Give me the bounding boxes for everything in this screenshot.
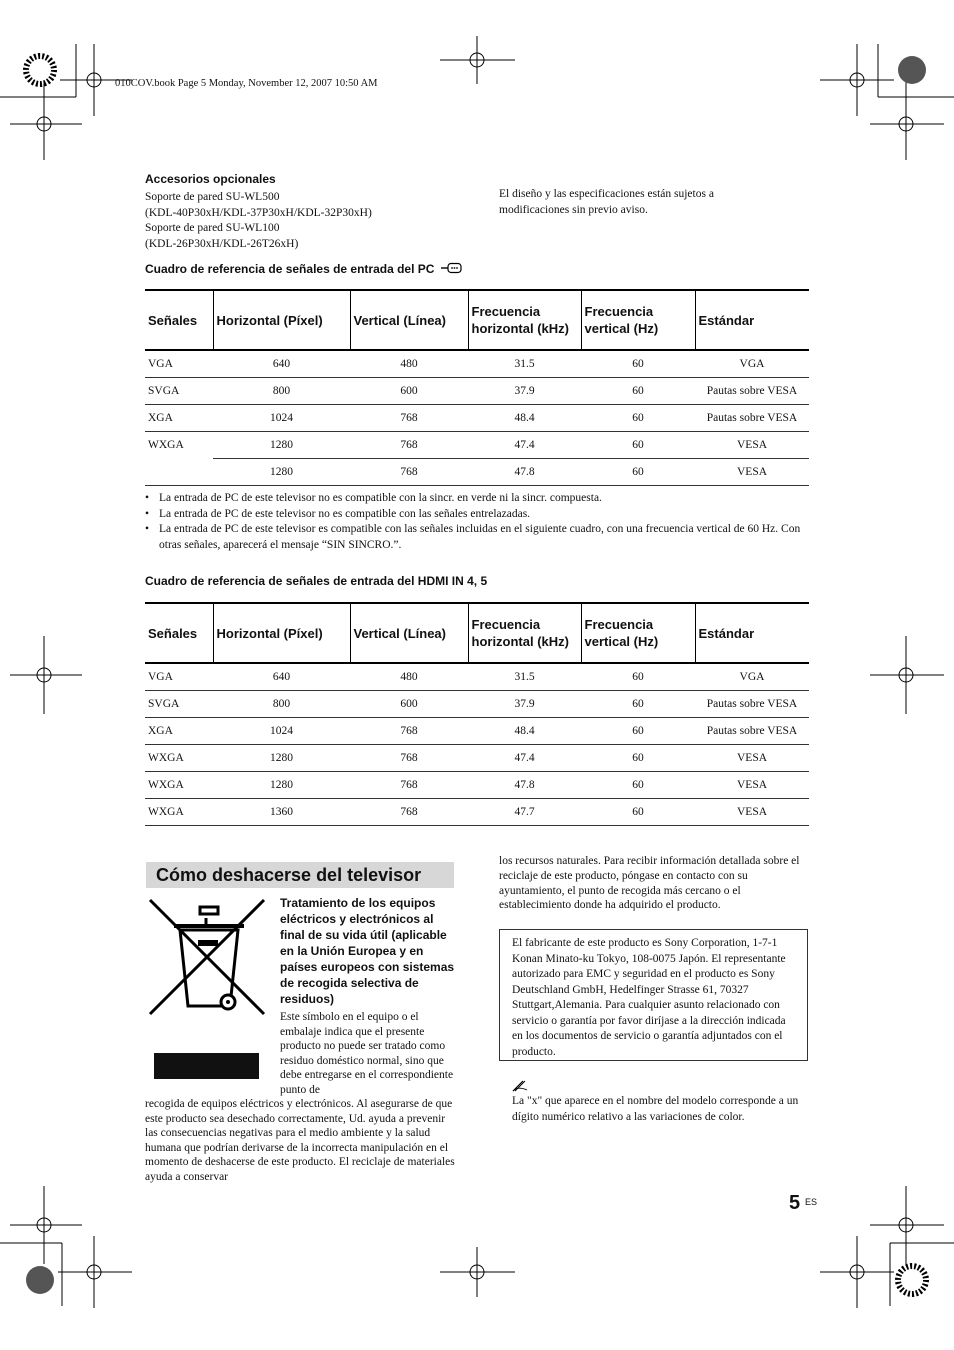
cell: VGA [695, 663, 809, 691]
accessories-list [145, 190, 465, 252]
header-v-freq: Frecuencia vertical (Hz) [581, 290, 695, 350]
header-standard: Estándar [695, 603, 809, 663]
table-row [145, 350, 809, 378]
cell: 60 [581, 663, 695, 691]
weee-bin-icon [146, 896, 270, 1080]
cell: Pautas sobre VESA [695, 378, 809, 405]
notice-line: modificaciones sin previo aviso. [499, 203, 648, 216]
pc-table-title: Cuadro de referencia de señales de entrada del PC [145, 262, 463, 276]
cell: 1024 [213, 718, 350, 745]
cell: 640 [213, 663, 350, 691]
cell: 60 [581, 459, 695, 486]
cell: 48.4 [468, 718, 581, 745]
header-h-freq: Frecuencia horizontal (kHz) [468, 603, 581, 663]
accessory-line: (KDL-26P30xH/KDL-26T26xH) [145, 237, 299, 250]
cell: VGA [695, 350, 809, 378]
page-number: 5 [789, 1192, 801, 1214]
cell: 60 [581, 799, 695, 826]
notice-line: El diseño y las especificaciones están sujetos a [499, 188, 714, 200]
cell: 768 [350, 459, 468, 486]
cell: VGA [145, 350, 213, 378]
cell: VESA [695, 745, 809, 772]
cell: WXGA [145, 799, 213, 826]
cell: 60 [581, 691, 695, 718]
cell: 768 [350, 799, 468, 826]
accessory-line: Soporte de pared SU-WL100 [145, 222, 280, 234]
model-note-text: La "x" que aparece en el nombre del modelo corresponde a un dígito numérico relativo a las variaciones de color. [512, 1095, 799, 1123]
cell: 60 [581, 772, 695, 799]
hdmi-signal-table [145, 602, 809, 826]
cell: 600 [350, 691, 468, 718]
header-horizontal: Horizontal (Píxel) [213, 603, 350, 663]
pc-notes [145, 491, 810, 553]
cell: 47.4 [468, 432, 581, 459]
disposal-side-text: Este símbolo en el equipo o el embalaje indica que el presente producto no puede ser tratado como residuo doméstico normal, sino que debe entregarse en el correspondiente punto de [280, 1011, 454, 1096]
manufacturer-box: El fabricante de este producto es Sony Corporation, 1-7-1 Konan Minato-ku Tokyo, 108-0075 Japón. El representante autorizado para EMC y seguridad en el producto es Sony Deutschland GmbH, Hedelfinger Strasse 61, 70327 Stuttgart,Alemania. Para cualquier asunto relacionado con servicio o garantía por favor diríjase a la dirección indicada en los documentos de servicio o garantía adjuntados con el producto. [499, 929, 808, 1061]
cell: 60 [581, 432, 695, 459]
cell: 600 [350, 378, 468, 405]
cell: 47.4 [468, 745, 581, 772]
cell: 60 [581, 350, 695, 378]
cell: 480 [350, 350, 468, 378]
cell: Pautas sobre VESA [695, 718, 809, 745]
cell: 37.9 [468, 378, 581, 405]
table-row [145, 745, 809, 772]
cell: 60 [581, 378, 695, 405]
book-info-header: 010COV.book Page 5 Monday, November 12, 2007 10:50 AM [115, 78, 378, 89]
table-row [145, 718, 809, 745]
list-item: • La entrada de PC de este televisor no es compatible con la sincr. en verde ni la sincr. compuesta. [145, 492, 602, 504]
cell: 48.4 [468, 405, 581, 432]
cell: 1280 [213, 745, 350, 772]
cell: WXGA [145, 772, 213, 799]
cell: 47.7 [468, 799, 581, 826]
cell: VESA [695, 799, 809, 826]
cell: 768 [350, 432, 468, 459]
cell: VGA [145, 663, 213, 691]
hdmi-table-title: Cuadro de referencia de señales de entrada del HDMI IN 4, 5 [145, 574, 488, 588]
header-horizontal: Horizontal (Píxel) [213, 290, 350, 350]
table-header-row [145, 603, 809, 663]
accessory-line: Soporte de pared SU-WL500 [145, 191, 280, 203]
cell: 31.5 [468, 663, 581, 691]
cell: 768 [350, 405, 468, 432]
cell: 768 [350, 772, 468, 799]
table-row [145, 459, 809, 486]
cell: 1360 [213, 799, 350, 826]
cell: SVGA [145, 691, 213, 718]
cell: 60 [581, 718, 695, 745]
accessories-title: Accesorios opcionales [145, 172, 276, 186]
cell: 60 [581, 405, 695, 432]
list-item: • La entrada de PC de este televisor es compatible con las señales incluidas en el siguiente cuadro, con una frecuencia vertical de 60 Hz. Con otras señales, aparecerá el mensaje “SIN SINCRO.”. [145, 523, 801, 551]
cell: Pautas sobre VESA [695, 691, 809, 718]
table-row [145, 378, 809, 405]
pencil-note-icon [512, 1080, 528, 1092]
cell: 480 [350, 663, 468, 691]
cell: XGA [145, 405, 213, 432]
cell: VESA [695, 432, 809, 459]
table-row [145, 663, 809, 691]
cell: 47.8 [468, 772, 581, 799]
table-row [145, 691, 809, 718]
table-row [145, 405, 809, 432]
cell: VESA [695, 459, 809, 486]
cell: 640 [213, 350, 350, 378]
cell [145, 459, 213, 486]
header-signals: Señales [145, 290, 213, 350]
cell: 47.8 [468, 459, 581, 486]
cell: 800 [213, 378, 350, 405]
cell: 1280 [213, 459, 350, 486]
pc-signal-table [145, 289, 809, 486]
table-row [145, 799, 809, 826]
header-vertical: Vertical (Línea) [350, 290, 468, 350]
cell: 800 [213, 691, 350, 718]
cell: 31.5 [468, 350, 581, 378]
list-item: • La entrada de PC de este televisor no es compatible con las señales entrelazadas. [145, 507, 531, 520]
table-row [145, 772, 809, 799]
cell: 60 [581, 745, 695, 772]
cell: SVGA [145, 378, 213, 405]
cell: WXGA [148, 439, 184, 452]
accessory-line: (KDL-40P30xH/KDL-37P30xH/KDL-32P30xH) [145, 206, 372, 219]
cell: Pautas sobre VESA [695, 405, 809, 432]
header-v-freq: Frecuencia vertical (Hz) [581, 603, 695, 663]
pc-input-icon [441, 262, 463, 274]
header-standard: Estándar [695, 290, 809, 350]
cell: 1280 [213, 432, 350, 459]
cell: 1024 [213, 405, 350, 432]
table-row [145, 432, 809, 459]
disposal-heading: Tratamiento de los equipos eléctricos y electrónicos al final de su vida útil (aplicable en la Unión Europea y en países europeos con sistemas de recogida selectiva de residuos) [280, 896, 455, 1006]
spec-notice [499, 187, 809, 218]
page-language: ES [805, 1197, 818, 1207]
section-title: Cómo deshacerse del televisor [146, 862, 454, 888]
header-h-freq: Frecuencia horizontal (kHz) [468, 290, 581, 350]
cell: 1280 [213, 772, 350, 799]
cell: 768 [350, 745, 468, 772]
cell: 768 [350, 718, 468, 745]
disposal-right-text: los recursos naturales. Para recibir información detallada sobre el reciclaje de este producto, póngase en contacto con su ayuntamiento, el punto de recogida más cercano o el establecimiento donde ha adquirido el producto. [499, 855, 800, 912]
disposal-body-text: recogida de equipos eléctricos y electrónicos. Al asegurarse de que este producto sea desechado correctamente, Ud. ayuda a prevenir las consecuencias negativas para el medio ambiente y la salud humana que podrían derivarse de la incorrecta manipulación en el momento de deshacerse de este producto. El reciclaje de materiales ayuda a conservar [145, 1098, 455, 1183]
cell: WXGA [145, 745, 213, 772]
cell: VESA [695, 772, 809, 799]
header-vertical: Vertical (Línea) [350, 603, 468, 663]
cell: 37.9 [468, 691, 581, 718]
table-header-row [145, 290, 809, 350]
cell: XGA [145, 718, 213, 745]
header-signals: Señales [145, 603, 213, 663]
